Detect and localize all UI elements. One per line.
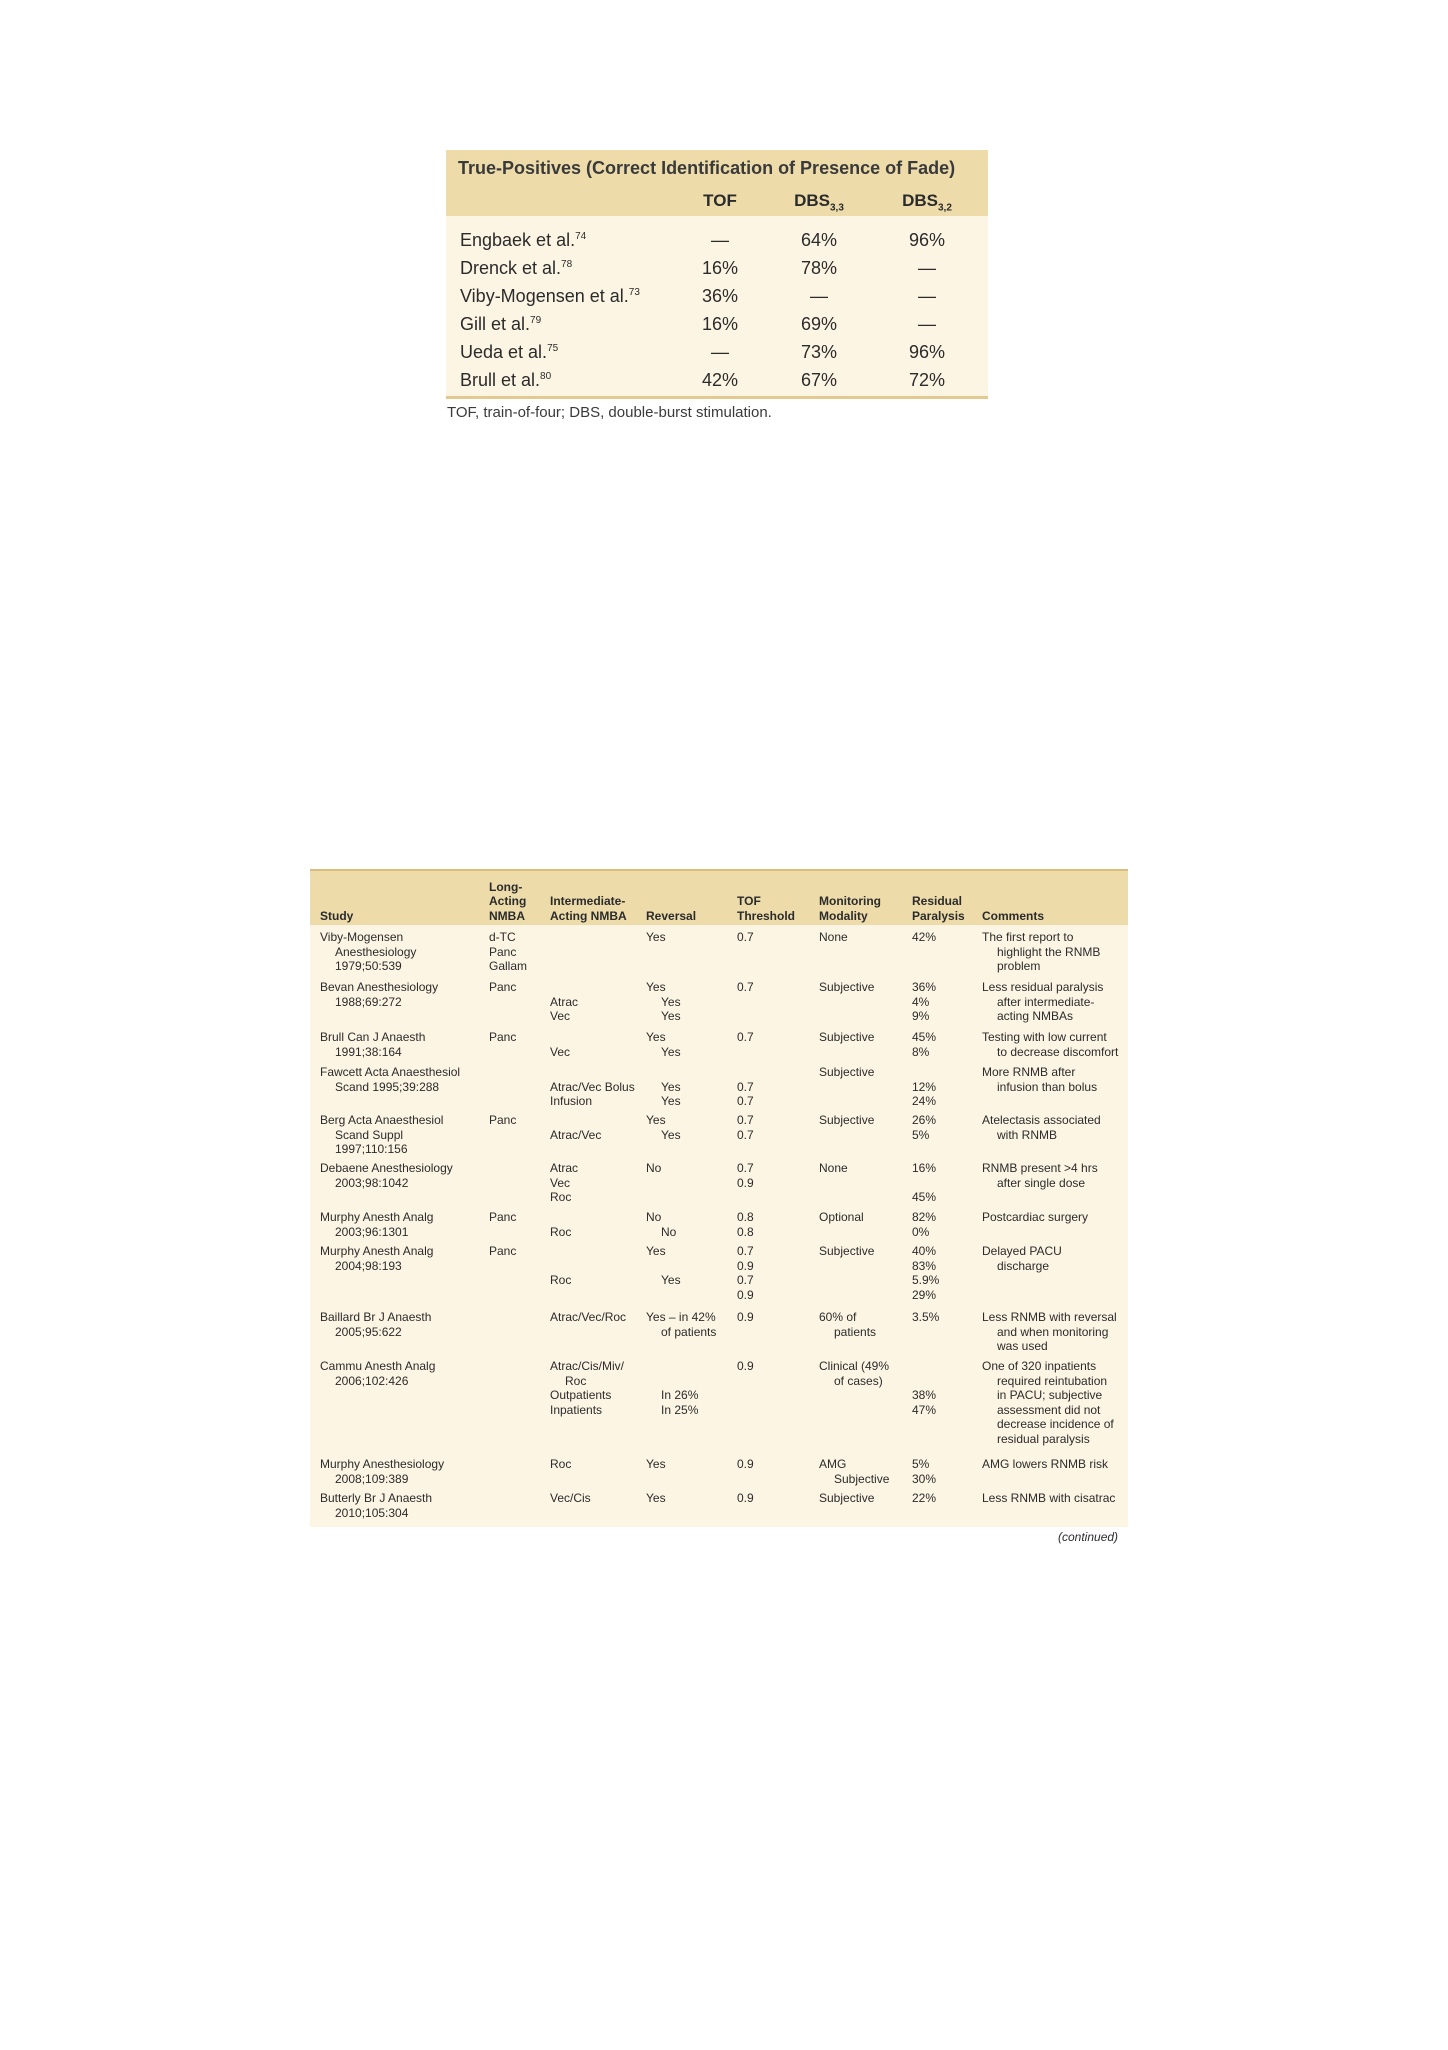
intermediate-acting-cell: Atrac/Vec [550, 1127, 602, 1142]
residual-paralysis-cell: 16% 45% [912, 1161, 937, 1204]
residual-paralysis-cell: 3.5% [912, 1310, 940, 1324]
reversal-cell: Yes [646, 1491, 666, 1505]
study-name: Engbaek et al.$^{74}$ [460, 230, 587, 250]
residual-paralysis-cell: 5% 30% [912, 1457, 937, 1486]
long-acting-cell: Panc [489, 980, 517, 994]
residual-paralysis-cell: 38% 47% [912, 1388, 937, 1417]
tof-threshold-cell: 0.9 [737, 1359, 754, 1373]
comments-cell: Less RNMB with cisatrac [982, 1491, 1116, 1505]
study-cell: Murphy Anesth Analg 2004;98:193 [320, 1244, 434, 1273]
study-name: Ueda et al.$^{75}$ [460, 342, 559, 362]
header-long-acting: Long- Acting NMBA [489, 879, 527, 923]
tof-value: — [711, 342, 729, 362]
monitoring-cell: Subjective [819, 1491, 875, 1505]
comments-cell: The first report to highlight the RNMB problem [982, 930, 1101, 973]
header-comments: Comments [982, 908, 1045, 923]
reversal-cell: In 26% In 25% [661, 1388, 699, 1417]
header-monitoring-modality: Monitoring Modality [819, 894, 881, 923]
study-cell: Viby-Mogensen Anesthesiology 1979;50:539 [320, 930, 417, 973]
monitoring-cell: Subjective [819, 1065, 875, 1079]
dbs33-value: 67% [800, 370, 838, 390]
study-name: Viby-Mogensen et al.$^{73}$ [460, 286, 640, 306]
intermediate-acting-cell: Roc [550, 1457, 572, 1471]
tof-threshold-cell: 0.7 [737, 1030, 754, 1044]
reversal-cell: No [646, 1161, 662, 1175]
table-row [446, 366, 988, 396]
comments-cell: Delayed PACU discharge [982, 1244, 1062, 1273]
table-row [446, 226, 988, 254]
study-cell: Brull Can J Anaesth 1991;38:164 [320, 1030, 426, 1059]
tof-value: 42% [701, 370, 739, 390]
reversal-cell: Yes – in 42% of patients [646, 1310, 717, 1339]
tof-threshold-cell: 0.7 [737, 930, 754, 944]
comments-cell: One of 320 inpatients required reintubation in PACU; subjective assessment did not decrease incidence of residual paralysis [982, 1359, 1114, 1446]
study-cell: Butterly Br J Anaesth 2010;105:304 [320, 1491, 433, 1520]
tof-threshold-cell: 0.9 [737, 1457, 754, 1471]
reversal-cell: Yes Yes [646, 1244, 681, 1287]
header-intermediate-acting: Intermediate- Acting NMBA [550, 894, 627, 923]
dbs33-value: 64% [800, 230, 838, 250]
dbs33-value: 78% [800, 258, 838, 278]
study-name: Brull et al.$^{80}$ [460, 370, 552, 390]
long-acting-cell: Panc [489, 1210, 517, 1224]
residual-paralysis-cell: 42% [912, 930, 937, 944]
header-reversal: Reversal [646, 908, 697, 923]
study-cell: Debaene Anesthesiology 2003;98:1042 [320, 1161, 453, 1190]
long-acting-cell: d-TC Panc Gallam [489, 930, 528, 973]
comments-cell: Less residual paralysis after intermediate- acting NMBAs [982, 980, 1104, 1023]
intermediate-acting-cell: Roc [550, 1273, 572, 1287]
reversal-cell: Yes Yes [661, 1079, 681, 1108]
tof-threshold-cell: 0.7 0.9 0.7 0.9 [737, 1244, 754, 1302]
comments-cell: Testing with low current to decrease discomfort [982, 1030, 1119, 1059]
reversal-cell: Yes Yes [646, 1030, 681, 1059]
monitoring-cell: Optional [819, 1210, 864, 1224]
study-cell: Fawcett Acta Anaesthesiol Scand 1995;39:288 [320, 1065, 461, 1094]
residual-paralysis-cell: 26% 5% [912, 1113, 937, 1142]
study-cell: Murphy Anesth Analg 2003;96:1301 [320, 1210, 434, 1239]
table-header-row [446, 184, 988, 216]
table-title: True-Positives (Correct Identification of Presence of Fade) [446, 150, 988, 184]
comments-cell: Postcardiac surgery [982, 1210, 1089, 1224]
dbs32-value: — [918, 314, 936, 334]
monitoring-cell: Clinical (49% of cases) [819, 1359, 890, 1388]
comments-cell: RNMB present >4 hrs after single dose [982, 1161, 1098, 1190]
residual-paralysis-cell: 12% 24% [912, 1079, 937, 1108]
true-positives-table [446, 150, 988, 399]
comments-cell: More RNMB after infusion than bolus [982, 1065, 1098, 1094]
intermediate-acting-cell: Atrac/Cis/Miv/ Roc Outpatients Inpatients [550, 1359, 625, 1417]
header-dbs32: $DBS_{3,2}$ [902, 191, 952, 214]
monitoring-cell: Subjective [819, 980, 875, 994]
residual-paralysis-cell: 40% 83% 5.9% 29% [912, 1244, 940, 1302]
continued-note: (continued) [1058, 1530, 1119, 1544]
tof-threshold-cell: 0.7 [737, 980, 754, 994]
monitoring-cell: Subjective [819, 1244, 875, 1258]
tof-value: — [711, 230, 729, 250]
tof-threshold-cell: 0.9 [737, 1491, 754, 1505]
intermediate-acting-cell: Atrac Vec Roc [550, 1161, 579, 1204]
reversal-cell: Yes [646, 1457, 666, 1471]
tof-threshold-cell: 0.7 0.7 [737, 1079, 754, 1108]
table-row [446, 254, 988, 282]
dbs33-value: 69% [800, 314, 838, 334]
intermediate-acting-cell: Vec/Cis [550, 1491, 591, 1505]
long-acting-cell: Panc [489, 1030, 517, 1044]
table-row [446, 310, 988, 338]
tof-threshold-cell: 0.8 0.8 [737, 1210, 754, 1239]
intermediate-acting-cell: Atrac/Vec Bolus Infusion [550, 1079, 635, 1108]
comments-cell: Less RNMB with reversal and when monitoring was used [982, 1310, 1117, 1353]
intermediate-acting-cell: Atrac/Vec/Roc [550, 1310, 627, 1324]
study-cell: Baillard Br J Anaesth 2005;95:622 [320, 1310, 432, 1339]
intermediate-acting-cell: Vec [550, 1044, 571, 1059]
monitoring-cell: None [819, 1161, 848, 1175]
dbs32-value: — [918, 258, 936, 278]
header-study: Study [320, 908, 354, 923]
table-row [446, 338, 988, 366]
tof-value: 16% [701, 258, 739, 278]
intermediate-acting-cell: Roc [550, 1224, 572, 1239]
monitoring-cell: AMG Subjective [819, 1457, 890, 1486]
dbs33-value: 73% [800, 342, 838, 362]
study-cell: Cammu Anesth Analg 2006;102:426 [320, 1359, 436, 1388]
monitoring-cell: None [819, 930, 848, 944]
dbs33-value: — [810, 286, 828, 306]
study-name: Drenck et al.$^{78}$ [460, 258, 573, 278]
dbs32-value: 72% [908, 370, 946, 390]
comments-cell: AMG lowers RNMB risk [982, 1457, 1109, 1471]
reversal-cell: Yes Yes Yes [646, 980, 681, 1023]
tof-value: 16% [701, 314, 739, 334]
long-acting-cell: Panc [489, 1244, 517, 1258]
table-row [446, 282, 988, 310]
tof-value: 36% [701, 286, 739, 306]
residual-paralysis-studies-table [310, 869, 1128, 1527]
header-dbs33: $DBS_{3,3}$ [794, 191, 844, 214]
header-residual-paralysis: Residual Paralysis [912, 894, 965, 923]
residual-paralysis-cell: 45% 8% [912, 1030, 937, 1059]
tof-threshold-cell: 0.7 0.7 [737, 1113, 754, 1142]
reversal-cell: Yes Yes [646, 1113, 681, 1142]
dbs32-value: — [918, 286, 936, 306]
monitoring-cell: Subjective [819, 1113, 875, 1127]
header-tof: TOF [703, 191, 737, 210]
study-cell: Murphy Anesthesiology 2008;109:389 [320, 1457, 445, 1486]
residual-paralysis-cell: 82% 0% [912, 1210, 937, 1239]
monitoring-cell: 60% of patients [819, 1310, 877, 1339]
comments-cell: Atelectasis associated with RNMB [982, 1113, 1101, 1142]
monitoring-cell: Subjective [819, 1030, 875, 1044]
tof-threshold-cell: 0.9 [737, 1310, 754, 1324]
table-header-row [310, 871, 1128, 925]
dbs32-value: 96% [908, 230, 946, 250]
study-cell: Berg Acta Anaesthesiol Scand Suppl 1997;110:156 [320, 1113, 444, 1156]
table-footnote: TOF, train-of-four; DBS, double-burst stimulation. [447, 404, 772, 421]
dbs32-value: 96% [908, 342, 946, 362]
residual-paralysis-cell: 36% 4% 9% [912, 980, 937, 1023]
residual-paralysis-cell: 22% [912, 1491, 937, 1505]
long-acting-cell: Panc [489, 1113, 517, 1127]
intermediate-acting-cell: Atrac Vec [550, 994, 579, 1023]
study-cell: Bevan Anesthesiology 1988;69:272 [320, 980, 439, 1009]
reversal-cell: No No [646, 1210, 677, 1239]
study-name: Gill et al.$^{79}$ [460, 314, 542, 334]
header-tof-threshold: TOF Threshold [737, 894, 796, 923]
reversal-cell: Yes [646, 930, 666, 944]
tof-threshold-cell: 0.7 0.9 [737, 1161, 754, 1190]
